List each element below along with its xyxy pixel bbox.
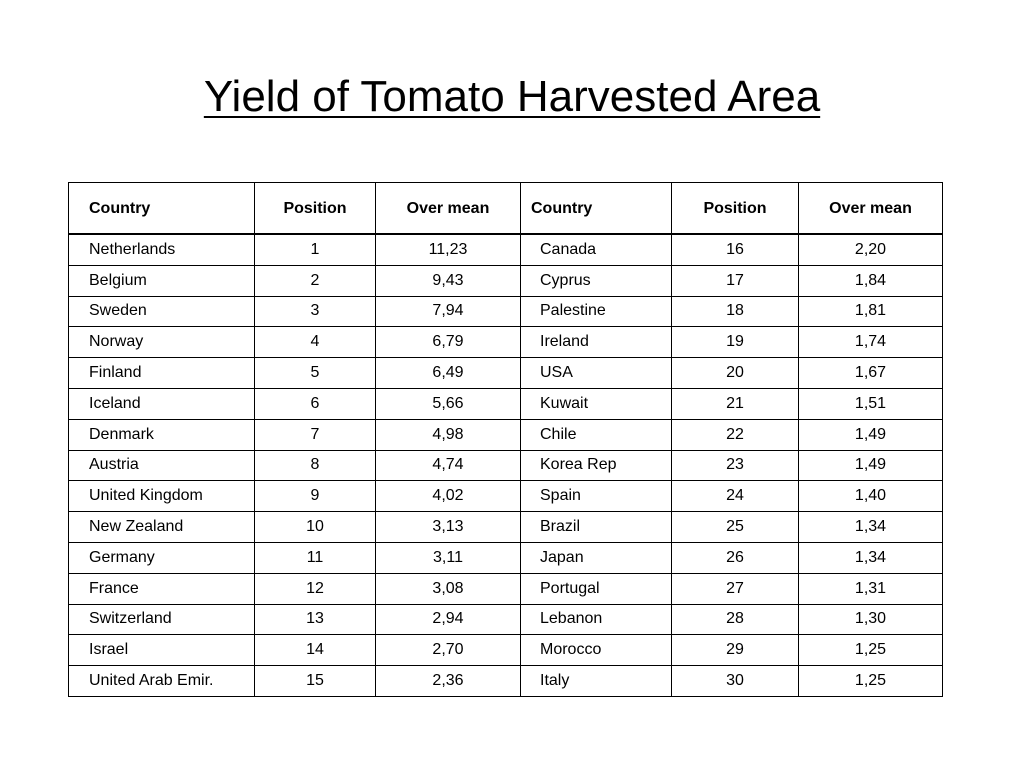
country-left-cell: Norway: [69, 327, 255, 358]
country-left-cell: Iceland: [69, 388, 255, 419]
country-left-cell: Germany: [69, 542, 255, 573]
over-mean-left-cell: 9,43: [376, 265, 521, 296]
over-mean-left-cell: 11,23: [376, 234, 521, 265]
position-right-cell: 24: [672, 481, 799, 512]
over-mean-left-cell: 4,02: [376, 481, 521, 512]
over-mean-left-cell: 2,70: [376, 635, 521, 666]
over-mean-left-cell: 4,74: [376, 450, 521, 481]
country-right-cell: Japan: [521, 542, 672, 573]
position-left-cell: 15: [255, 666, 376, 697]
position-left-cell: 5: [255, 358, 376, 389]
over-mean-right-cell: 1,30: [799, 604, 943, 635]
over-mean-right-cell: 1,49: [799, 450, 943, 481]
table-row: [69, 604, 943, 635]
country-right-cell: Brazil: [521, 512, 672, 543]
position-left-cell: 1: [255, 234, 376, 265]
position-right-cell: 20: [672, 358, 799, 389]
table-row: [69, 635, 943, 666]
table-row: [69, 234, 943, 265]
table-row: [69, 666, 943, 697]
country-right-cell: Palestine: [521, 296, 672, 327]
country-left-cell: Switzerland: [69, 604, 255, 635]
position-left-cell: 12: [255, 573, 376, 604]
over-mean-left-cell: 3,08: [376, 573, 521, 604]
table-body: [69, 234, 943, 696]
table-row: [69, 358, 943, 389]
country-right-cell: Portugal: [521, 573, 672, 604]
country-left-cell: Finland: [69, 358, 255, 389]
country-right-cell: Ireland: [521, 327, 672, 358]
over-mean-left-cell: 6,79: [376, 327, 521, 358]
position-right-cell: 27: [672, 573, 799, 604]
over-mean-right-cell: 1,40: [799, 481, 943, 512]
country-right-cell: Korea Rep: [521, 450, 672, 481]
position-right-cell: 29: [672, 635, 799, 666]
over-mean-left-cell: 4,98: [376, 419, 521, 450]
over-mean-left-cell: 3,11: [376, 542, 521, 573]
over-mean-right-cell: 1,31: [799, 573, 943, 604]
country-left-cell: Denmark: [69, 419, 255, 450]
table-row: [69, 481, 943, 512]
over-mean-right-cell: 1,34: [799, 542, 943, 573]
position-left-cell: 8: [255, 450, 376, 481]
over-mean-left-cell: 6,49: [376, 358, 521, 389]
position-left-cell: 11: [255, 542, 376, 573]
country-right-cell: Kuwait: [521, 388, 672, 419]
position-right-cell: 16: [672, 234, 799, 265]
position-right-cell: 30: [672, 666, 799, 697]
position-left-cell: 6: [255, 388, 376, 419]
over-mean-right-cell: 1,67: [799, 358, 943, 389]
position-right-cell: 25: [672, 512, 799, 543]
table-row: [69, 573, 943, 604]
over-mean-right-cell: 2,20: [799, 234, 943, 265]
position-right-cell: 23: [672, 450, 799, 481]
country-right-cell: Morocco: [521, 635, 672, 666]
over-mean-right-cell: 1,51: [799, 388, 943, 419]
over-mean-left-cell: 2,36: [376, 666, 521, 697]
country-left-cell: Sweden: [69, 296, 255, 327]
over-mean-right-cell: 1,74: [799, 327, 943, 358]
over-mean-right-cell: 1,25: [799, 635, 943, 666]
header-country-right: Country: [521, 183, 672, 235]
position-left-cell: 14: [255, 635, 376, 666]
country-left-cell: United Arab Emir.: [69, 666, 255, 697]
table-row: [69, 542, 943, 573]
position-right-cell: 19: [672, 327, 799, 358]
position-left-cell: 13: [255, 604, 376, 635]
slide-title: Yield of Tomato Harvested Area: [203, 72, 821, 121]
country-left-cell: Israel: [69, 635, 255, 666]
over-mean-left-cell: 5,66: [376, 388, 521, 419]
over-mean-right-cell: 1,25: [799, 666, 943, 697]
position-left-cell: 4: [255, 327, 376, 358]
header-position-left: Position: [255, 183, 376, 235]
table-row: [69, 450, 943, 481]
country-left-cell: New Zealand: [69, 512, 255, 543]
country-right-cell: Italy: [521, 666, 672, 697]
over-mean-left-cell: 3,13: [376, 512, 521, 543]
position-left-cell: 3: [255, 296, 376, 327]
over-mean-right-cell: 1,84: [799, 265, 943, 296]
country-right-cell: USA: [521, 358, 672, 389]
yield-table: [68, 182, 943, 697]
table-row: [69, 296, 943, 327]
position-right-cell: 17: [672, 265, 799, 296]
header-over-mean-left: Over mean: [376, 183, 521, 235]
country-left-cell: Austria: [69, 450, 255, 481]
table-row: [69, 265, 943, 296]
position-right-cell: 26: [672, 542, 799, 573]
country-left-cell: Netherlands: [69, 234, 255, 265]
country-right-cell: Cyprus: [521, 265, 672, 296]
position-left-cell: 10: [255, 512, 376, 543]
country-left-cell: United Kingdom: [69, 481, 255, 512]
header-country-left: Country: [69, 183, 255, 235]
position-left-cell: 9: [255, 481, 376, 512]
country-right-cell: Chile: [521, 419, 672, 450]
table-row: [69, 388, 943, 419]
table-header-row: [69, 183, 943, 235]
country-right-cell: Canada: [521, 234, 672, 265]
header-position-right: Position: [672, 183, 799, 235]
over-mean-left-cell: 2,94: [376, 604, 521, 635]
position-right-cell: 21: [672, 388, 799, 419]
country-left-cell: Belgium: [69, 265, 255, 296]
position-right-cell: 28: [672, 604, 799, 635]
table-row: [69, 512, 943, 543]
over-mean-right-cell: 1,34: [799, 512, 943, 543]
table-row: [69, 327, 943, 358]
position-left-cell: 2: [255, 265, 376, 296]
position-right-cell: 18: [672, 296, 799, 327]
over-mean-left-cell: 7,94: [376, 296, 521, 327]
over-mean-right-cell: 1,81: [799, 296, 943, 327]
table-row: [69, 419, 943, 450]
country-right-cell: Lebanon: [521, 604, 672, 635]
over-mean-right-cell: 1,49: [799, 419, 943, 450]
position-left-cell: 7: [255, 419, 376, 450]
country-right-cell: Spain: [521, 481, 672, 512]
header-over-mean-right: Over mean: [799, 183, 943, 235]
position-right-cell: 22: [672, 419, 799, 450]
country-left-cell: France: [69, 573, 255, 604]
